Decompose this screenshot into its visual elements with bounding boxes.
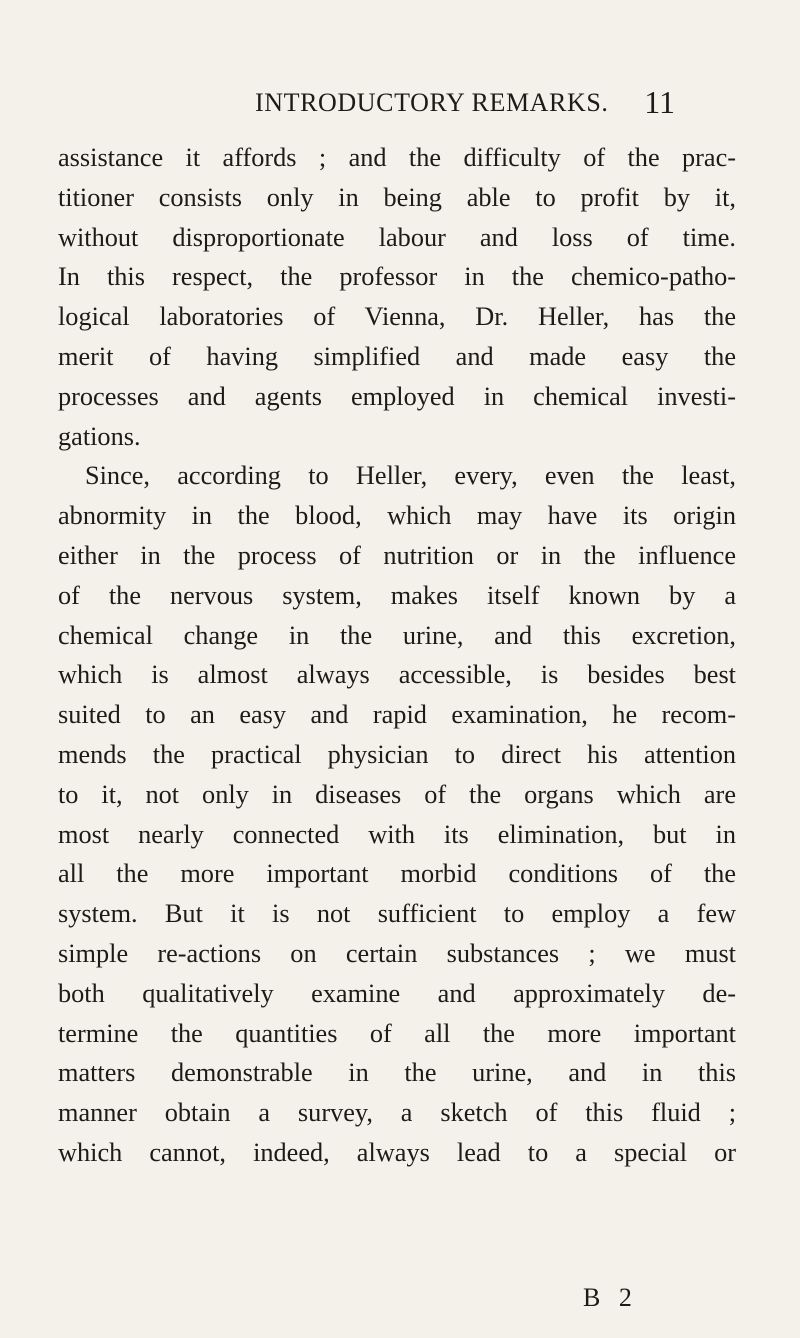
- text-line: mends the practical physician to direct his attention: [58, 739, 736, 769]
- text-line: without disproportionate labour and loss of time.: [58, 222, 736, 252]
- text-line: titioner consists only in being able to profit by it,: [58, 182, 736, 212]
- paragraph-1: [58, 138, 736, 456]
- text-line: system. But it is not sufficient to employ a few: [58, 899, 736, 929]
- signature-mark: B 2: [583, 1283, 638, 1312]
- text-line: all the more important morbid conditions of the: [58, 859, 736, 889]
- text-line: which is almost always accessible, is besides best: [58, 660, 736, 690]
- text-line: logical laboratories of Vienna, Dr. Heller, has the: [58, 302, 736, 332]
- text-line: Since, according to Heller, every, even the least,: [85, 461, 736, 491]
- text-line: most nearly connected with its elimination, but in: [58, 819, 736, 849]
- page-number: 11: [644, 84, 675, 120]
- running-head: INTRODUCTORY REMARKS.: [255, 88, 609, 117]
- text-line: merit of having simplified and made easy the: [58, 341, 736, 371]
- text-line: abnormity in the blood, which may have its origin: [58, 501, 736, 531]
- text-line: termine the quantities of all the more important: [58, 1018, 736, 1048]
- text-line: either in the process of nutrition or in the influence: [58, 540, 736, 570]
- text-line: simple re-actions on certain substances ; we must: [58, 938, 736, 968]
- text-line: chemical change in the urine, and this excretion,: [58, 620, 736, 650]
- body-text: [58, 138, 736, 1173]
- text-line: matters demonstrable in the urine, and in this: [58, 1058, 736, 1088]
- text-line: to it, not only in diseases of the organs which are: [58, 779, 736, 809]
- text-line: assistance it affords ; and the difficulty of the prac-: [58, 143, 736, 172]
- text-line: suited to an easy and rapid examination, he recom-: [58, 700, 736, 730]
- text-line: which cannot, indeed, always lead to a special or: [58, 1137, 736, 1167]
- text-line: processes and agents employed in chemical investi-: [58, 381, 736, 411]
- text-line: both qualitatively examine and approximately de-: [58, 978, 736, 1008]
- paragraph-2: [58, 456, 736, 1172]
- text-line: of the nervous system, makes itself known by a: [58, 580, 736, 610]
- text-line: gations.: [58, 421, 141, 451]
- page-header: [255, 84, 675, 124]
- text-line: manner obtain a survey, a sketch of this fluid ;: [58, 1098, 736, 1128]
- text-line: In this respect, the professor in the chemico-patho-: [58, 262, 736, 292]
